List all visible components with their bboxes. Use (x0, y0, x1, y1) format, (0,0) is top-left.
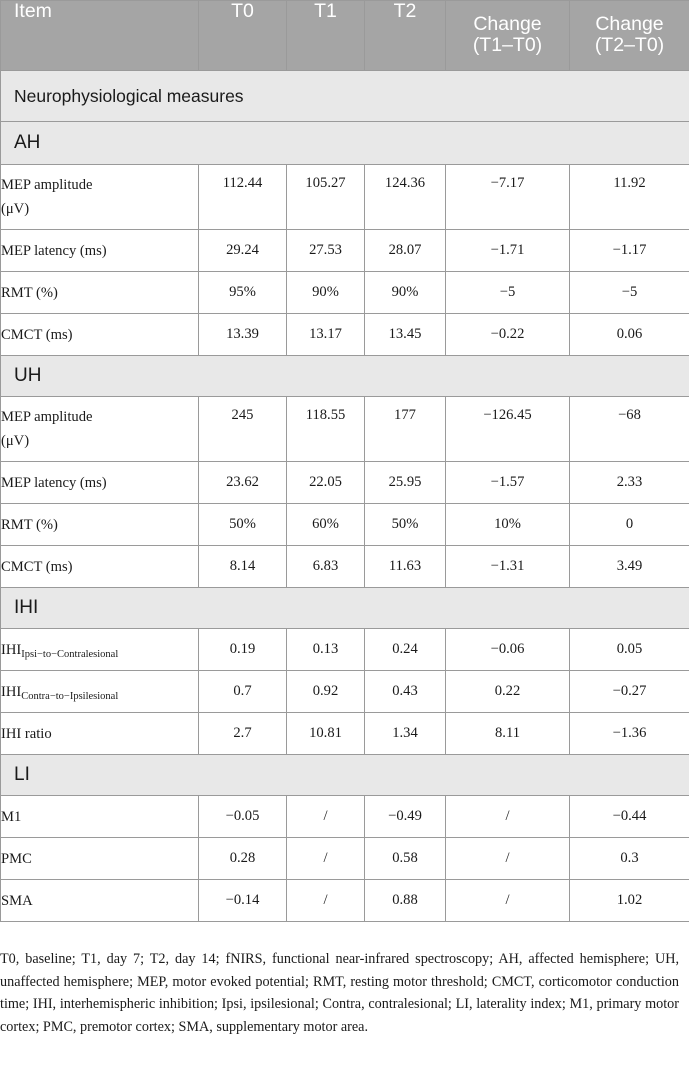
cell-change-t2-t0: −0.44 (570, 796, 689, 838)
cell-t1: 0.92 (287, 671, 365, 713)
cell-t1: / (287, 838, 365, 880)
cell-t0: −0.05 (199, 796, 287, 838)
table-row (1, 165, 689, 230)
cell-t0: 8.14 (199, 546, 287, 588)
row-label (1, 397, 199, 462)
row-label (1, 629, 199, 671)
cell-t2: 0.24 (365, 629, 446, 671)
table-row (1, 546, 689, 588)
cell-t2: 1.34 (365, 713, 446, 755)
table-row (1, 272, 689, 314)
cell-change-t1-t0: 0.22 (446, 671, 570, 713)
cell-t1: 90% (287, 272, 365, 314)
cell-change-t1-t0: / (446, 838, 570, 880)
table-row (1, 796, 689, 838)
cell-t2: 28.07 (365, 230, 446, 272)
cell-t1: 13.17 (287, 314, 365, 356)
cell-t2: 0.58 (365, 838, 446, 880)
cell-change-t2-t0: 0 (570, 504, 689, 546)
row-label-line2: (μV) (1, 433, 30, 449)
section-row-neurophysiological (1, 71, 689, 122)
row-label: RMT (%) (1, 272, 199, 314)
cell-change-t2-t0: 0.05 (570, 629, 689, 671)
header-change-t2-t0-line2: (T2–T0) (594, 34, 665, 56)
table-row (1, 713, 689, 755)
cell-t1: / (287, 796, 365, 838)
cell-t1: 118.55 (287, 397, 365, 462)
cell-t1: 105.27 (287, 165, 365, 230)
cell-t2: 0.43 (365, 671, 446, 713)
table-row (1, 629, 689, 671)
group-label-ah: AH (1, 122, 689, 165)
row-label: CMCT (ms) (1, 546, 199, 588)
cell-t2: 13.45 (365, 314, 446, 356)
row-label: CMCT (ms) (1, 314, 199, 356)
row-label: RMT (%) (1, 504, 199, 546)
cell-t0: 50% (199, 504, 287, 546)
cell-change-t1-t0: / (446, 880, 570, 922)
header-t2: T2 (365, 1, 446, 71)
cell-t2: 177 (365, 397, 446, 462)
cell-t1: 6.83 (287, 546, 365, 588)
row-label-main: IHI (1, 641, 22, 658)
cell-change-t2-t0: 2.33 (570, 462, 689, 504)
cell-t2: 0.88 (365, 880, 446, 922)
cell-t1: 22.05 (287, 462, 365, 504)
cell-change-t1-t0: −7.17 (446, 165, 570, 230)
cell-change-t2-t0: 0.06 (570, 314, 689, 356)
group-label-uh: UH (1, 356, 689, 397)
group-row-uh (1, 356, 689, 397)
cell-change-t1-t0: −1.57 (446, 462, 570, 504)
cell-change-t2-t0: −1.36 (570, 713, 689, 755)
table-row (1, 504, 689, 546)
cell-t0: 95% (199, 272, 287, 314)
cell-t0: −0.14 (199, 880, 287, 922)
cell-t0: 0.19 (199, 629, 287, 671)
cell-t0: 0.28 (199, 838, 287, 880)
header-t1: T1 (287, 1, 365, 71)
group-row-ihi (1, 588, 689, 629)
cell-t1: 27.53 (287, 230, 365, 272)
header-change-t2-t0 (570, 1, 689, 71)
row-label-line2: (μV) (1, 201, 30, 217)
table-row (1, 314, 689, 356)
row-label: MEP latency (ms) (1, 230, 199, 272)
cell-t0: 245 (199, 397, 287, 462)
table-row (1, 880, 689, 922)
table-row (1, 838, 689, 880)
cell-t1: 60% (287, 504, 365, 546)
cell-change-t1-t0: 10% (446, 504, 570, 546)
header-change-t1-t0-line2: (T1–T0) (472, 34, 543, 56)
group-row-li (1, 755, 689, 796)
header-change-t1-t0-line1: Change (473, 13, 542, 35)
cell-change-t1-t0: −1.71 (446, 230, 570, 272)
cell-t1: 10.81 (287, 713, 365, 755)
cell-t0: 13.39 (199, 314, 287, 356)
cell-t0: 29.24 (199, 230, 287, 272)
cell-t1: / (287, 880, 365, 922)
cell-change-t2-t0: −68 (570, 397, 689, 462)
cell-t2: 50% (365, 504, 446, 546)
row-label-main: IHI (1, 683, 22, 700)
header-item: Item (1, 1, 199, 71)
cell-change-t1-t0: −5 (446, 272, 570, 314)
cell-t0: 0.7 (199, 671, 287, 713)
row-label (1, 165, 199, 230)
cell-t2: 90% (365, 272, 446, 314)
row-label: MEP latency (ms) (1, 462, 199, 504)
cell-change-t2-t0: −0.27 (570, 671, 689, 713)
group-row-ah (1, 122, 689, 165)
table-row (1, 230, 689, 272)
cell-t2: 124.36 (365, 165, 446, 230)
row-label-subscript: Contra−to−Ipsilesional (21, 690, 119, 702)
cell-change-t2-t0: 1.02 (570, 880, 689, 922)
cell-t1: 0.13 (287, 629, 365, 671)
group-label-ihi: IHI (1, 588, 689, 629)
cell-change-t1-t0: −126.45 (446, 397, 570, 462)
cell-t2: 11.63 (365, 546, 446, 588)
row-label: PMC (1, 838, 199, 880)
row-label-line1: MEP amplitude (1, 177, 93, 193)
row-label: M1 (1, 796, 199, 838)
row-label: IHI ratio (1, 713, 199, 755)
cell-change-t2-t0: 0.3 (570, 838, 689, 880)
section-title: Neurophysiological measures (1, 71, 689, 122)
header-row (1, 1, 689, 71)
cell-change-t1-t0: 8.11 (446, 713, 570, 755)
cell-change-t1-t0: / (446, 796, 570, 838)
cell-change-t1-t0: −0.06 (446, 629, 570, 671)
table-row (1, 671, 689, 713)
row-label-line1: MEP amplitude (1, 409, 93, 425)
cell-t0: 2.7 (199, 713, 287, 755)
cell-change-t1-t0: −1.31 (446, 546, 570, 588)
header-change-t2-t0-line1: Change (595, 13, 664, 35)
cell-change-t2-t0: 3.49 (570, 546, 689, 588)
header-t0: T0 (199, 1, 287, 71)
cell-t2: −0.49 (365, 796, 446, 838)
header-change-t1-t0 (446, 1, 570, 71)
table-row (1, 397, 689, 462)
cell-change-t2-t0: −1.17 (570, 230, 689, 272)
cell-change-t2-t0: −5 (570, 272, 689, 314)
group-label-li: LI (1, 755, 689, 796)
table-row (1, 462, 689, 504)
table-footnote: T0, baseline; T1, day 7; T2, day 14; fNIRS, functional near-infrared spectroscopy; AH, affected hemisphere; UH, unaffected hemisphere; MEP, motor evoked potential; RMT, resting motor threshold; CMCT, corticomotor conduction time; IHI, interhemispheric inhibition; Ipsi, ipsilesional; Contra, contralesional; LI, laterality index; M1, primary motor cortex; PMC, premotor cortex; SMA, supplementary motor area. (0, 951, 679, 1035)
row-label: SMA (1, 880, 199, 922)
cell-t0: 23.62 (199, 462, 287, 504)
cell-change-t2-t0: 11.92 (570, 165, 689, 230)
row-label (1, 671, 199, 713)
cell-t0: 112.44 (199, 165, 287, 230)
row-label-subscript: Ipsi−to−Contralesional (21, 648, 119, 660)
cell-change-t1-t0: −0.22 (446, 314, 570, 356)
cell-t2: 25.95 (365, 462, 446, 504)
